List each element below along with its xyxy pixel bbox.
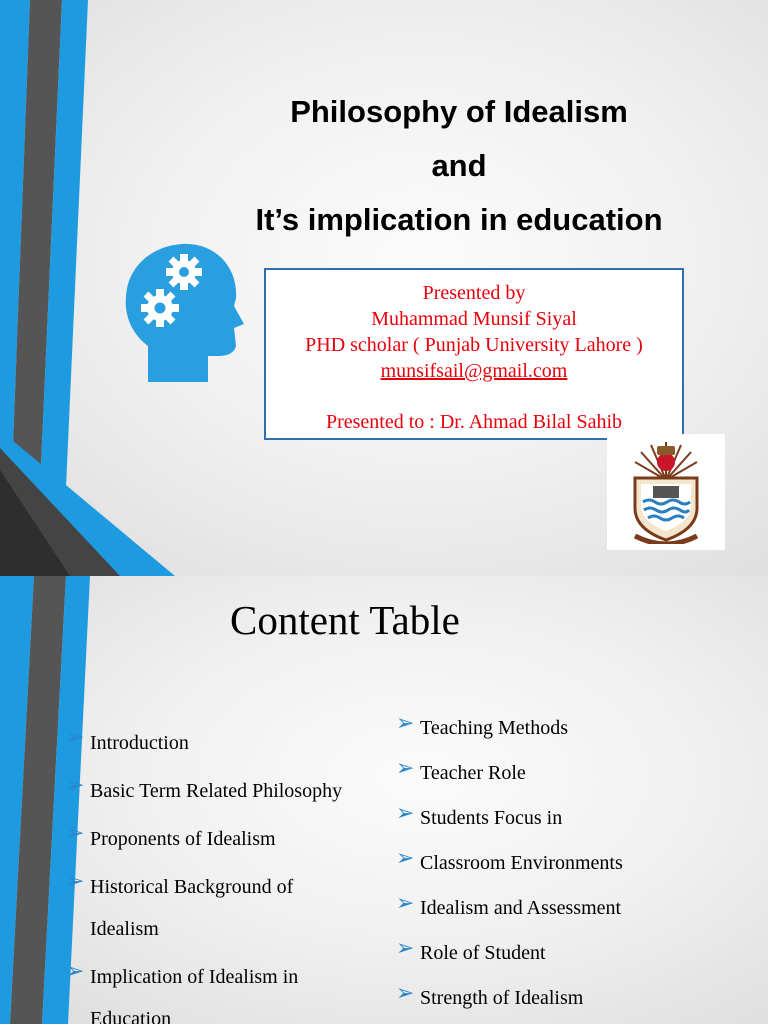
content-list-left — [66, 722, 386, 1024]
title-line-1: Philosophy of Idealism — [290, 94, 628, 129]
university-crest-logo — [627, 440, 705, 544]
content-list-right — [396, 706, 756, 1021]
arrow-bullet-icon: ➢ — [396, 981, 415, 1006]
presenter-email-link[interactable]: munsifsail@gmail.com — [380, 360, 568, 382]
list-item: ➢ Historical Background of — [66, 866, 386, 908]
list-item: ➢ Teaching Methods — [396, 706, 756, 751]
arrow-bullet-icon: ➢ — [66, 773, 85, 798]
arrow-bullet-icon: ➢ — [396, 891, 415, 916]
list-item: ➢ Proponents of Idealism — [66, 818, 386, 860]
list-item-continuation: Education — [90, 1008, 172, 1024]
list-item: ➢ Role of Student — [396, 931, 756, 976]
arrow-bullet-icon: ➢ — [66, 821, 85, 846]
presented-by-label: Presented by — [422, 282, 526, 304]
list-item: ➢ Classroom Environments — [396, 841, 756, 886]
list-item: ➢ Implication of Idealism in — [66, 956, 386, 998]
list-item: ➢ Idealism and Assessment — [396, 886, 756, 931]
arrow-bullet-icon: ➢ — [66, 869, 85, 894]
head-gears-icon — [122, 240, 248, 384]
arrow-bullet-icon: ➢ — [66, 959, 85, 984]
list-item: ➢ Students Focus in — [396, 796, 756, 841]
university-logo-card — [607, 434, 725, 550]
arrow-bullet-icon: ➢ — [396, 711, 415, 736]
list-item: ➢ Basic Term Related Philosophy — [66, 770, 386, 812]
arrow-bullet-icon: ➢ — [396, 936, 415, 961]
presenter-name: Muhammad Munsif Siyal — [371, 308, 577, 330]
arrow-bullet-icon: ➢ — [396, 846, 415, 871]
arrow-bullet-icon: ➢ — [396, 801, 415, 826]
list-item: ➢ Teacher Role — [396, 751, 756, 796]
presented-to: Presented to : Dr. Ahmad Bilal Sahib — [325, 411, 623, 433]
arrow-bullet-icon: ➢ — [396, 756, 415, 781]
list-item: ➢ Strength of Idealism — [396, 976, 756, 1021]
presenter-role: PHD scholar ( Punjab University Lahore ) — [305, 334, 643, 356]
presenter-info-box — [264, 268, 684, 440]
arrow-bullet-icon: ➢ — [66, 725, 85, 750]
list-item: ➢ Introduction — [66, 722, 386, 764]
content-table-slide — [0, 576, 768, 1024]
slide-title: Content Table — [230, 597, 460, 643]
list-item-continuation: Idealism — [90, 918, 159, 940]
title-line-2: and — [431, 148, 487, 183]
title-line-3: It’s implication in education — [255, 202, 663, 237]
